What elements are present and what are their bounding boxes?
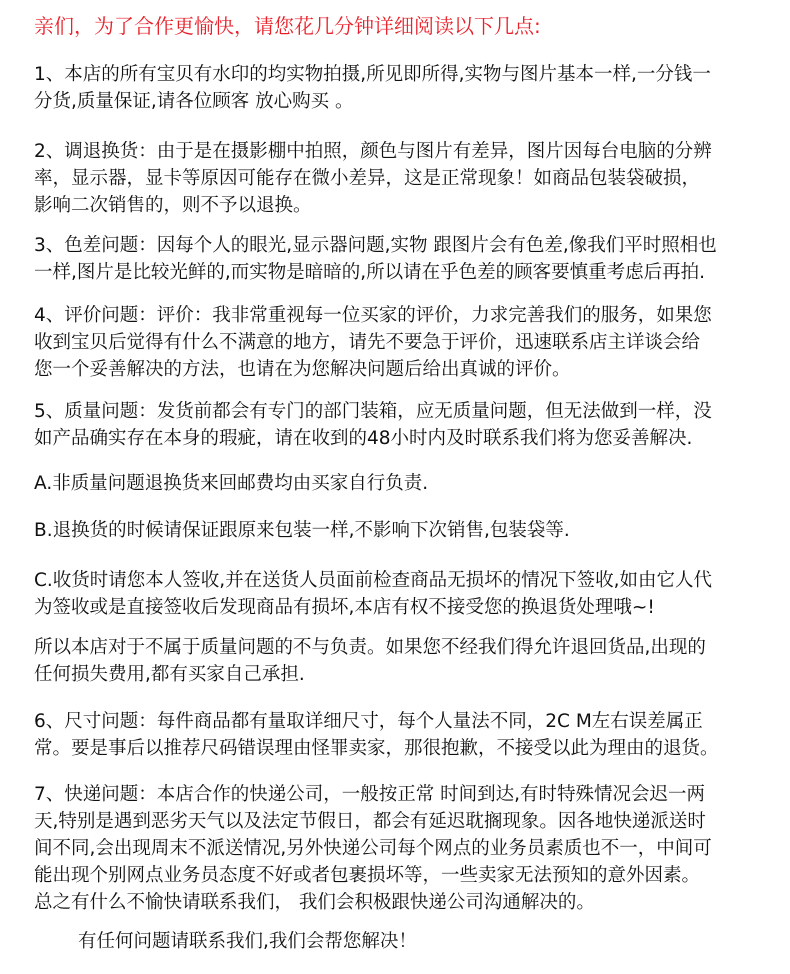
paragraph-line: 如产品确实存在本身的瑕疵，请在收到的48小时内及时联系我们将为您妥善解决.: [34, 428, 693, 449]
paragraph-line: 5、质量问题：发货前都会有专门的部门装箱，应无质量问题，但无法做到一样，没: [34, 401, 712, 422]
paragraph-line: B.退换货的时候请保证跟原来包装一样,不影响下次销售,包装袋等.: [34, 520, 570, 541]
paragraph-line: 为签收或是直接签收后发现商品有损坏,本店有权不接受您的换退货处理哦~!: [34, 597, 655, 618]
section-2-returns: [34, 138, 764, 219]
paragraph-line: 收到宝贝后觉得有什么不满意的地方，请先不要急于评价，迅速联系店主详谈会给: [34, 332, 701, 353]
note-b-packaging: [34, 517, 764, 544]
paragraph-line: 7、快递问题：本店合作的快递公司，一般按正常 时间到达,有时特殊情况会迟一两: [34, 784, 706, 805]
paragraph-line: 1、本店的所有宝贝有水印的均实物拍摄,所见即所得,实物与图片基本一样,一分钱一: [34, 64, 711, 85]
paragraph-line: 所以本店对于不属于质量问题的不与负责。如果您不经我们得允许退回货品,出现的: [34, 637, 706, 658]
paragraph-line: 6、尺寸问题：每件商品都有量取详细尺寸，每个人量法不同，2C M左右误差属正: [34, 711, 703, 732]
paragraph-line: 天,特别是遇到恶劣天气以及法定节假日，都会有延迟耽搁现象。因各地快递派送时: [34, 811, 706, 832]
paragraph-line: A.非质量问题退换货来回邮费均由买家自行负责.: [34, 473, 429, 494]
paragraph-line: 2、调退换货：由于是在摄影棚中拍照，颜色与图片有差异，图片因每台电脑的分辨: [34, 141, 712, 162]
quality-disclaimer: [34, 634, 764, 688]
paragraph-line: 间不同,会出现周末不派送情况,另外快递公司每个网点的业务员素质也不一，中间可: [34, 838, 712, 859]
section-3-color-difference: [34, 232, 764, 286]
section-1-watermark: [34, 61, 764, 115]
section-7-courier: [34, 781, 764, 916]
paragraph-line: 总之有什么不愉快请联系我们， 我们会积极跟快递公司沟通解决的。: [34, 892, 595, 913]
section-4-reviews: [34, 302, 764, 383]
paragraph-line: 常。要是事后以推荐尺码错误理由怪罪卖家，那很抱歉，不接受以此为理由的退货。: [34, 738, 719, 759]
paragraph-line: C.收货时请您本人签收,并在送货人员面前检查商品无损坏的情况下签收,如由它人代: [34, 570, 713, 591]
note-a-shipping-cost: [34, 470, 764, 497]
paragraph-line: 率，显示器，显卡等原因可能存在微小差异，这是正常现象！如商品包装袋破损，: [34, 168, 701, 189]
paragraph-line: 分货,质量保证,请各位顾客 放心购买 。: [34, 91, 354, 112]
paragraph-line: 影响二次销售的，则不予以退换。: [34, 195, 312, 216]
page-title: 亲们，为了合作更愉快，请您花几分钟详细阅读以下几点:: [34, 14, 541, 38]
paragraph-line: 3、色差问题：因每个人的眼光,显示器问题,实物 跟图片会有色差,像我们平时照相也: [34, 235, 717, 256]
paragraph-line: 您一个妥善解决的方法，也请在为您解决问题后给出真诚的评价。: [34, 359, 571, 380]
section-6-size: [34, 708, 764, 762]
paragraph-line: 一样,图片是比较光鲜的,而实物是暗暗的,所以请在乎色差的顾客要慎重考虑后再拍.: [34, 262, 706, 283]
section-5-quality: [34, 398, 764, 452]
paragraph-line: 任何损失费用,都有买家自己承担.: [34, 664, 305, 685]
note-c-signing: [34, 567, 764, 621]
paragraph-line: 4、评价问题：评价：我非常重视每一位买家的评价，力求完善我们的服务，如果您: [34, 305, 712, 326]
paragraph-line: 能出现个别网点业务员态度不好或者包裹损坏等，一些卖家无法预知的意外因素。: [34, 865, 701, 886]
closing-line: 有任何问题请联系我们,我们会帮您解决！: [78, 931, 417, 952]
